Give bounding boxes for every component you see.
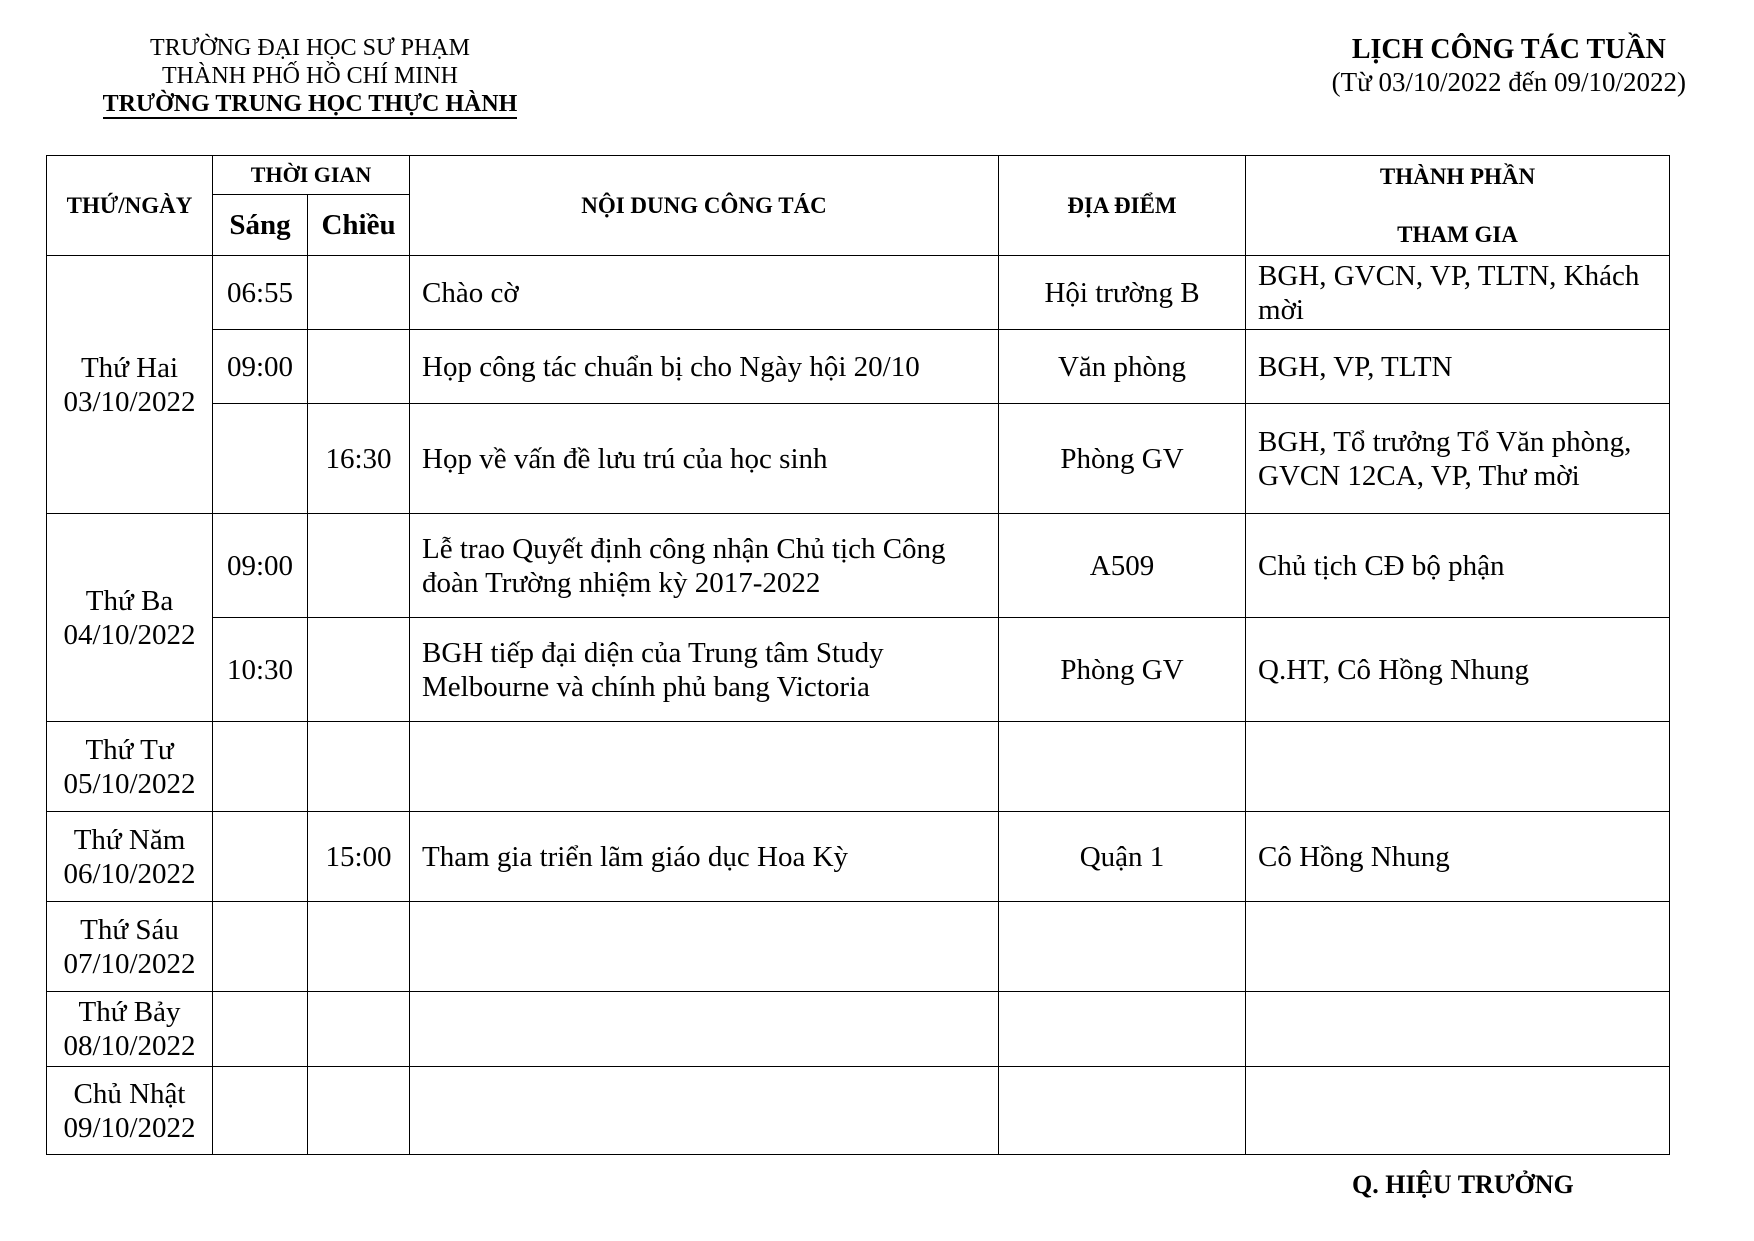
day-name: Chủ Nhật [73,1077,186,1110]
morning-time [213,404,308,514]
morning-time: 09:00 [213,514,308,618]
signer-title: Q. HIỆU TRƯỞNG [1352,1170,1574,1199]
morning-time: 06:55 [213,256,308,330]
table-row [47,722,1670,812]
day-name: Thứ Tư [85,733,174,766]
day-cell [47,1067,213,1155]
header-participants [1246,156,1670,256]
afternoon-time [308,256,410,330]
day-name: Thứ Sáu [80,913,179,946]
event-content: BGH tiếp đại diện của Trung tâm Study Melbourne và chính phủ bang Victoria [410,618,999,722]
event-participants: BGH, GVCN, VP, TLTN, Khách mời [1246,256,1670,330]
table-row [47,514,1670,618]
event-participants: Cô Hồng Nhung [1246,812,1670,902]
day-cell [47,902,213,992]
afternoon-time: 15:00 [308,812,410,902]
morning-time [213,812,308,902]
event-content: Họp công tác chuẩn bị cho Ngày hội 20/10 [410,330,999,404]
table-row [47,256,1670,330]
day-cell [47,256,213,514]
afternoon-time [308,618,410,722]
event-place: Quận 1 [999,812,1246,902]
event-place: Văn phòng [999,330,1246,404]
day-date: 03/10/2022 [63,385,196,418]
morning-time: 09:00 [213,330,308,404]
university-line-2: THÀNH PHỐ HỒ CHÍ MINH [162,63,458,89]
event-participants: Q.HT, Cô Hồng Nhung [1246,618,1670,722]
header-day: THỨ/NGÀY [47,156,213,256]
weekly-schedule-table [46,155,1670,1155]
day-cell [47,514,213,722]
table-row [47,1067,1670,1155]
event-participants: BGH, VP, TLTN [1246,330,1670,404]
event-place: A509 [999,514,1246,618]
header-participants-line-2: THAM GIA [1397,221,1518,247]
header-place: ĐỊA ĐIỂM [999,156,1246,256]
day-date: 06/10/2022 [63,857,196,890]
document-title-block [1332,34,1686,98]
day-date: 09/10/2022 [63,1111,196,1144]
document-title: LỊCH CÔNG TÁC TUẦN [1351,34,1666,65]
table-row [47,902,1670,992]
event-place: Phòng GV [999,404,1246,514]
morning-time: 10:30 [213,618,308,722]
header-morning: Sáng [213,195,308,256]
event-place: Hội trường B [999,256,1246,330]
event-participants: Chủ tịch CĐ bộ phận [1246,514,1670,618]
afternoon-time: 16:30 [308,404,410,514]
day-name: Thứ Năm [73,823,186,856]
table-row [47,330,1670,404]
day-date: 05/10/2022 [63,767,196,800]
table-row [47,618,1670,722]
event-place: Phòng GV [999,618,1246,722]
school-header [80,34,540,119]
date-range: (Từ 03/10/2022 đến 09/10/2022) [1331,67,1686,97]
day-name: Thứ Ba [85,584,174,617]
day-cell [47,812,213,902]
event-content: Lễ trao Quyết định công nhận Chủ tịch Công đoàn Trường nhiệm kỳ 2017-2022 [410,514,999,618]
day-cell [47,722,213,812]
event-content: Tham gia triển lãm giáo dục Hoa Kỳ [410,812,999,902]
day-date: 04/10/2022 [63,618,196,651]
table-row [47,812,1670,902]
header-afternoon: Chiều [308,195,410,256]
afternoon-time [308,330,410,404]
afternoon-time [308,514,410,618]
day-date: 07/10/2022 [63,947,196,980]
table-row [47,992,1670,1067]
header-time: THỜI GIAN [213,156,410,195]
table-row [47,404,1670,514]
school-name: TRƯỜNG TRUNG HỌC THỰC HÀNH [102,91,518,117]
day-date: 08/10/2022 [63,1030,196,1062]
header-participants-line-1: THÀNH PHẦN [1379,163,1536,189]
event-content: Họp về vấn đề lưu trú của học sinh [410,404,999,514]
day-cell [47,992,213,1067]
event-participants: BGH, Tổ trưởng Tổ Văn phòng, GVCN 12CA, VP, Thư mời [1246,404,1670,514]
header-content: NỘI DUNG CÔNG TÁC [410,156,999,256]
day-name: Thứ Hai [80,351,179,384]
day-name: Thứ Bảy [78,996,181,1028]
event-content: Chào cờ [410,256,999,330]
university-line-1: TRƯỜNG ĐẠI HỌC SƯ PHẠM [150,35,470,61]
